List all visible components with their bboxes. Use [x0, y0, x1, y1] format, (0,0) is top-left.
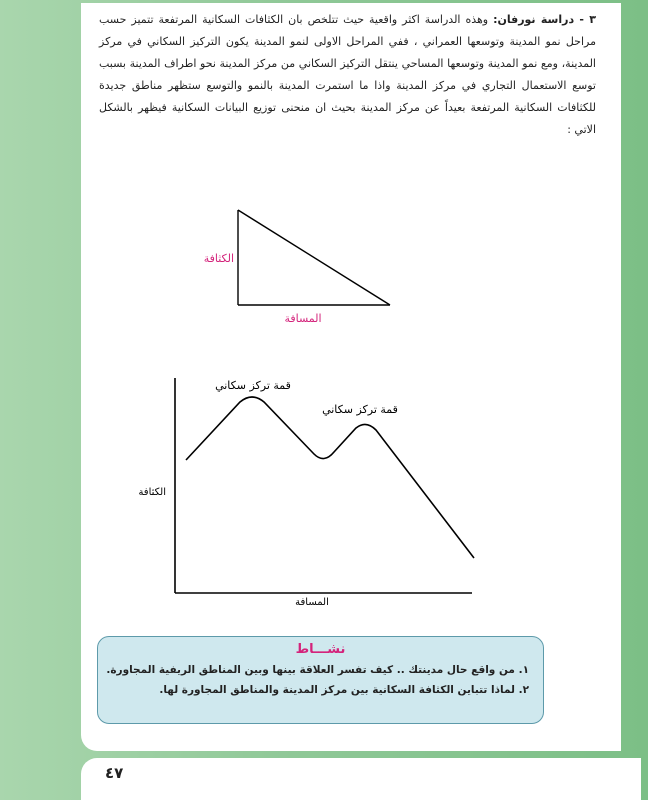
peak2-label: قمة تركز سكاني	[322, 403, 398, 416]
density-curve	[186, 397, 474, 558]
curve-density-label: الكثافة	[138, 487, 166, 498]
triangle-distance-label: المسافة	[284, 312, 322, 325]
paragraph-lead: ٣ - دراسة نورفان:	[493, 13, 596, 26]
activity-question-1: ١. من واقع حال مدينتك .. كيف تفسر العلاقة بينها وبين المناطق الريفية المجاورة.	[106, 664, 529, 676]
triangle-hypotenuse	[238, 210, 390, 305]
activity-box	[97, 636, 544, 724]
figure-density-triangle	[204, 210, 390, 325]
activity-questions	[98, 660, 543, 700]
figure-density-curve	[138, 378, 474, 608]
curve-distance-label: المسافة	[295, 597, 329, 608]
activity-title: نشـــاط	[295, 642, 346, 657]
peak1-label: قمة تركز سكاني	[215, 379, 291, 392]
triangle-density-label: الكثافة	[203, 252, 234, 265]
page-number: ٤٧	[105, 764, 124, 782]
activity-question-2: ٢. لماذا تتباين الكثافة السكانية بين مركز المدينة والمناطق المجاورة لها.	[159, 684, 529, 696]
paragraph-body: وهذه الدراسة اكثر واقعية حيث تتلخص بان الكثافات السكانية المرتفعة تتميز حسب مراحل نمو المدينة وتوسعها العمراني ، ففي المراحل الاولى لنمو المدينة يكون التركيز السكاني في مركز المدينة، ومع نمو المدينة وتوسعها المساحي ينتقل التركيز السكاني من مركز المدينة نحو اطراف المدينة بسبب توسع الاستعمال التجاري في مركز المدينة واذا ما استمرت المدينة بالنمو والتوسع ستظهر مناطق جديدة للكثافات السكانية المرتفعة بعيداً عن مركز المدينة بحيث ان منحنى توزيع البيانات السكانية فيظهر بالشكل الاتي :	[99, 13, 596, 136]
page-footer	[81, 758, 641, 800]
